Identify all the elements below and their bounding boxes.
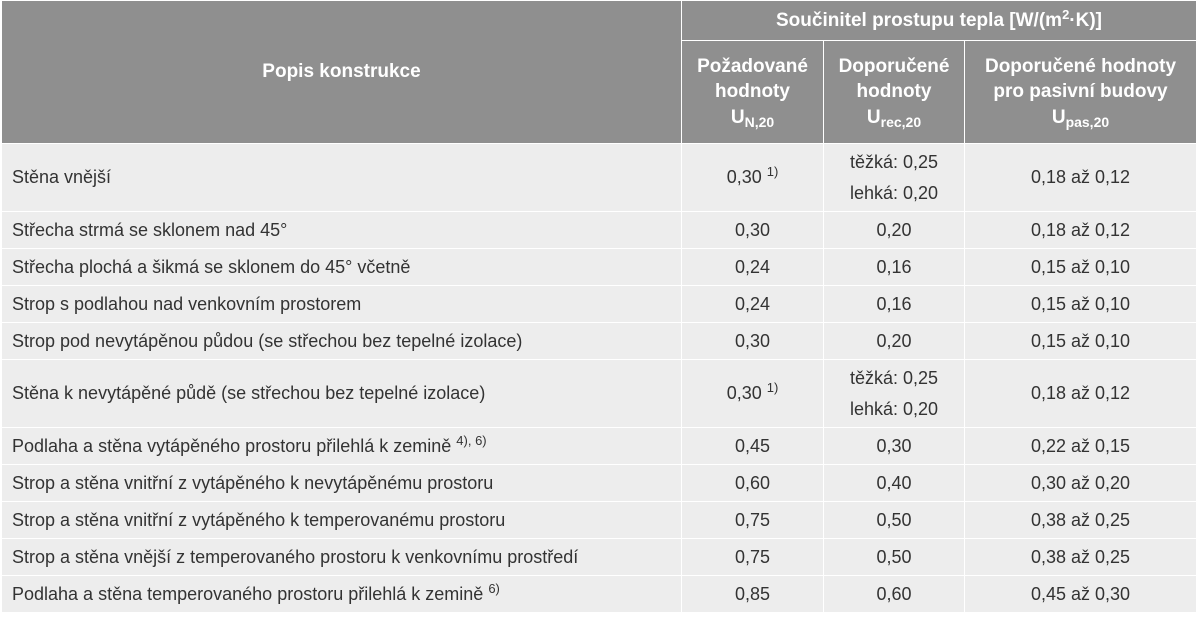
row-required: 0,30 $^{1)}$ [682, 360, 824, 428]
row-required: 0,24 [682, 286, 824, 323]
row-passive: 0,15 až 0,10 [965, 286, 1197, 323]
header-recommended: Doporučené hodnoty $U_{rec,20}$ [824, 41, 965, 144]
table-row [2, 502, 1197, 539]
table-row [2, 144, 1197, 212]
table-row [2, 465, 1197, 502]
row-description: Strop pod nevytápěnou půdou (se střechou bez tepelné izolace) [2, 323, 682, 360]
row-description: Strop a stěna vnitřní z vytápěného k temperovanému prostoru [2, 502, 682, 539]
row-passive: 0,45 až 0,30 [965, 576, 1197, 613]
row-passive: 0,18 až 0,12 [965, 144, 1197, 212]
header-description: Popis konstrukce [2, 1, 682, 144]
row-description: Strop a stěna vnější z temperovaného prostoru k venkovnímu prostředí [2, 539, 682, 576]
row-recommended: 0,16 [824, 286, 965, 323]
table-row [2, 539, 1197, 576]
u-value-table [1, 0, 1197, 613]
row-recommended: 0,30 [824, 428, 965, 465]
table-row [2, 576, 1197, 613]
row-description: Strop a stěna vnitřní z vytápěného k nevytápěnému prostoru [2, 465, 682, 502]
header-group-heat-transfer: Součinitel prostupu tepla $[W/(m^2\cdot K)]$ [682, 1, 1197, 41]
row-required: 0,60 [682, 465, 824, 502]
table-row [2, 286, 1197, 323]
row-recommended: 0,16 [824, 249, 965, 286]
row-passive: 0,18 až 0,12 [965, 360, 1197, 428]
row-recommended: 0,20 [824, 212, 965, 249]
row-required: 0,30 $^{1)}$ [682, 144, 824, 212]
table-row [2, 428, 1197, 465]
row-passive: 0,38 až 0,25 [965, 539, 1197, 576]
row-description: Podlaha a stěna temperovaného prostoru přilehlá k zemině $^{6)}$ [2, 576, 682, 613]
row-description: Střecha strmá se sklonem nad 45° [2, 212, 682, 249]
row-passive: 0,22 až 0,15 [965, 428, 1197, 465]
table-row [2, 249, 1197, 286]
table-row [2, 323, 1197, 360]
row-description: Stěna k nevytápěné půdě (se střechou bez tepelné izolace) [2, 360, 682, 428]
row-recommended: těžká: 0,25 lehká: 0,20 [824, 360, 965, 428]
row-passive: 0,18 až 0,12 [965, 212, 1197, 249]
row-required: 0,45 [682, 428, 824, 465]
row-required: 0,75 [682, 502, 824, 539]
row-description: Stěna vnější [2, 144, 682, 212]
row-recommended: těžká: 0,25 lehká: 0,20 [824, 144, 965, 212]
table-row [2, 212, 1197, 249]
row-recommended: 0,20 [824, 323, 965, 360]
header-required: Požadované hodnoty $U_{N,20}$ [682, 41, 824, 144]
row-recommended: 0,60 [824, 576, 965, 613]
row-description: Podlaha a stěna vytápěného prostoru přilehlá k zemině $^{4), 6)}$ [2, 428, 682, 465]
row-required: 0,24 [682, 249, 824, 286]
row-recommended: 0,40 [824, 465, 965, 502]
row-description: Strop s podlahou nad venkovním prostorem [2, 286, 682, 323]
row-recommended: 0,50 [824, 539, 965, 576]
row-passive: 0,15 až 0,10 [965, 249, 1197, 286]
row-recommended: 0,50 [824, 502, 965, 539]
row-passive: 0,30 až 0,20 [965, 465, 1197, 502]
row-required: 0,85 [682, 576, 824, 613]
header-passive: Doporučené hodnoty pro pasivní budovy $U_{pas,20}$ [965, 41, 1197, 144]
row-passive: 0,15 až 0,10 [965, 323, 1197, 360]
row-required: 0,30 [682, 323, 824, 360]
row-description: Střecha plochá a šikmá se sklonem do 45° včetně [2, 249, 682, 286]
row-passive: 0,38 až 0,25 [965, 502, 1197, 539]
row-required: 0,30 [682, 212, 824, 249]
table-row [2, 360, 1197, 428]
row-required: 0,75 [682, 539, 824, 576]
